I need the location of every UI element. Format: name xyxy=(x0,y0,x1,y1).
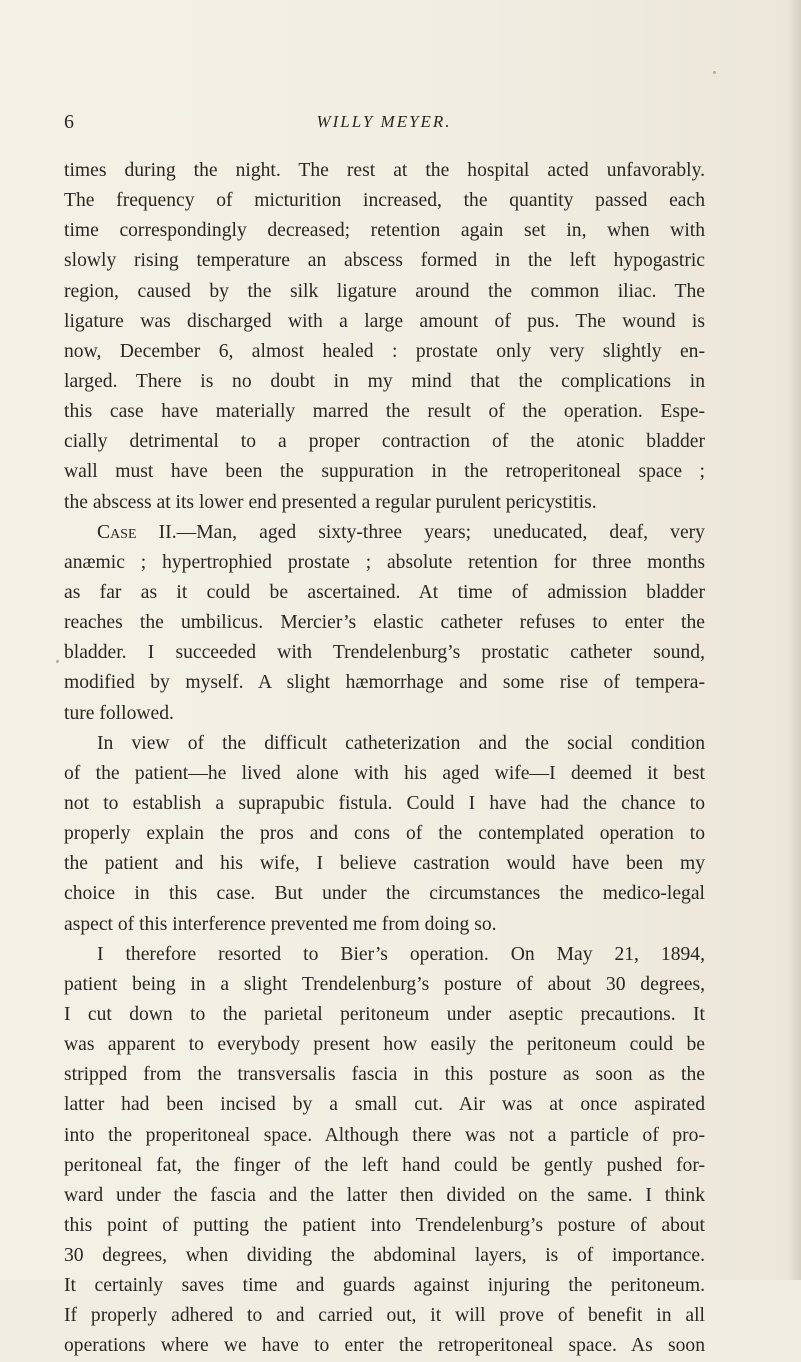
text-line: anæmic ; hypertrophied prostate ; absolute retention for three months xyxy=(64,551,705,573)
text-line: —Man, aged sixty-three years; uneducated, deaf, very xyxy=(176,521,705,543)
text-line: into the properitoneal space. Although there was not a particle of pro- xyxy=(64,1124,705,1146)
text-line: cially detrimental to a proper contraction of the atonic bladder xyxy=(64,431,705,453)
text-line: ligature was discharged with a large amount of pus. The wound is xyxy=(64,310,705,332)
paper-speck xyxy=(56,660,59,663)
text-line: now, December 6, almost healed : prostate only very slightly en- xyxy=(64,340,705,362)
case-label: Case II. xyxy=(97,521,177,543)
text-line: wall must have been the suppuration in the retroperitoneal space ; xyxy=(64,461,705,483)
text-line: properly explain the pros and cons of the contemplated operation to xyxy=(64,823,705,845)
text-line: region, caused by the silk ligature around the common iliac. The xyxy=(64,280,705,302)
text-line: operations where we have to enter the retroperitoneal space. As soon xyxy=(64,1335,705,1357)
page-number: 6 xyxy=(64,111,74,133)
text-line: The frequency of micturition increased, the quantity passed each xyxy=(64,190,705,212)
text-line: the patient and his wife, I believe castration would have been my xyxy=(64,853,705,875)
text-line: 30 degrees, when dividing the abdominal layers, is of importance. xyxy=(64,1245,705,1267)
text-line: bladder. I succeeded with Trendelenburg’s prostatic catheter sound, xyxy=(64,642,705,664)
text-line: stripped from the transversalis fascia in this posture as soon as the xyxy=(64,1064,705,1086)
text-line: aspect of this interference prevented me from doing so. xyxy=(64,913,497,935)
text-line: reaches the umbilicus. Mercier’s elastic catheter refuses to enter the xyxy=(64,612,705,634)
paper-speck xyxy=(713,71,716,74)
text-line: ward under the fascia and the latter then divided on the same. I think xyxy=(64,1184,705,1206)
text-line: the abscess at its lower end presented a regular purulent pericystitis. xyxy=(64,491,597,513)
text-line: not to establish a suprapubic fistula. Could I have had the chance to xyxy=(64,792,705,814)
body-text xyxy=(64,156,705,1362)
case-heading-line xyxy=(64,518,705,548)
text-line: as far as it could be ascertained. At time of admission bladder xyxy=(64,581,705,603)
page-edge-shadow xyxy=(787,0,801,1280)
text-line: this case have materially marred the result of the operation. Espe- xyxy=(64,401,705,423)
text-line: I cut down to the parietal peritoneum under aseptic precautions. It xyxy=(64,1003,705,1025)
text-line: modified by myself. A slight hæmorrhage and some rise of tempera- xyxy=(64,672,705,694)
text-line: In view of the difficult catheterization and the social condition xyxy=(97,732,705,754)
text-line: larged. There is no doubt in my mind that the complications in xyxy=(64,370,705,392)
text-line: times during the night. The rest at the hospital acted unfavorably. xyxy=(64,160,705,181)
text-line: slowly rising temperature an abscess formed in the left hypogastric xyxy=(64,250,705,272)
text-line: I therefore resorted to Bier’s operation. On May 21, 1894, xyxy=(97,943,705,965)
running-head: WILLY MEYER. xyxy=(316,112,452,131)
text-line: ture followed. xyxy=(64,702,174,724)
text-line: It certainly saves time and guards against injuring the peritoneum. xyxy=(64,1275,705,1297)
text-line: of the patient—he lived alone with his aged wife—I deemed it best xyxy=(64,762,705,784)
page-header xyxy=(64,108,704,138)
text-line: choice in this case. But under the circumstances the medico-legal xyxy=(64,883,705,905)
text-line: If properly adhered to and carried out, it will prove of benefit in all xyxy=(64,1305,705,1327)
text-line: time correspondingly decreased; retention again set in, when with xyxy=(64,220,705,242)
text-line: patient being in a slight Trendelenburg’s posture of about 30 degrees, xyxy=(64,973,705,995)
text-line: latter had been incised by a small cut. Air was at once aspirated xyxy=(64,1094,705,1116)
text-line: peritoneal fat, the finger of the left hand could be gently pushed for- xyxy=(64,1154,705,1176)
text-line: this point of putting the patient into Trendelenburg’s posture of about xyxy=(64,1214,705,1236)
text-line: was apparent to everybody present how easily the peritoneum could be xyxy=(64,1034,705,1056)
